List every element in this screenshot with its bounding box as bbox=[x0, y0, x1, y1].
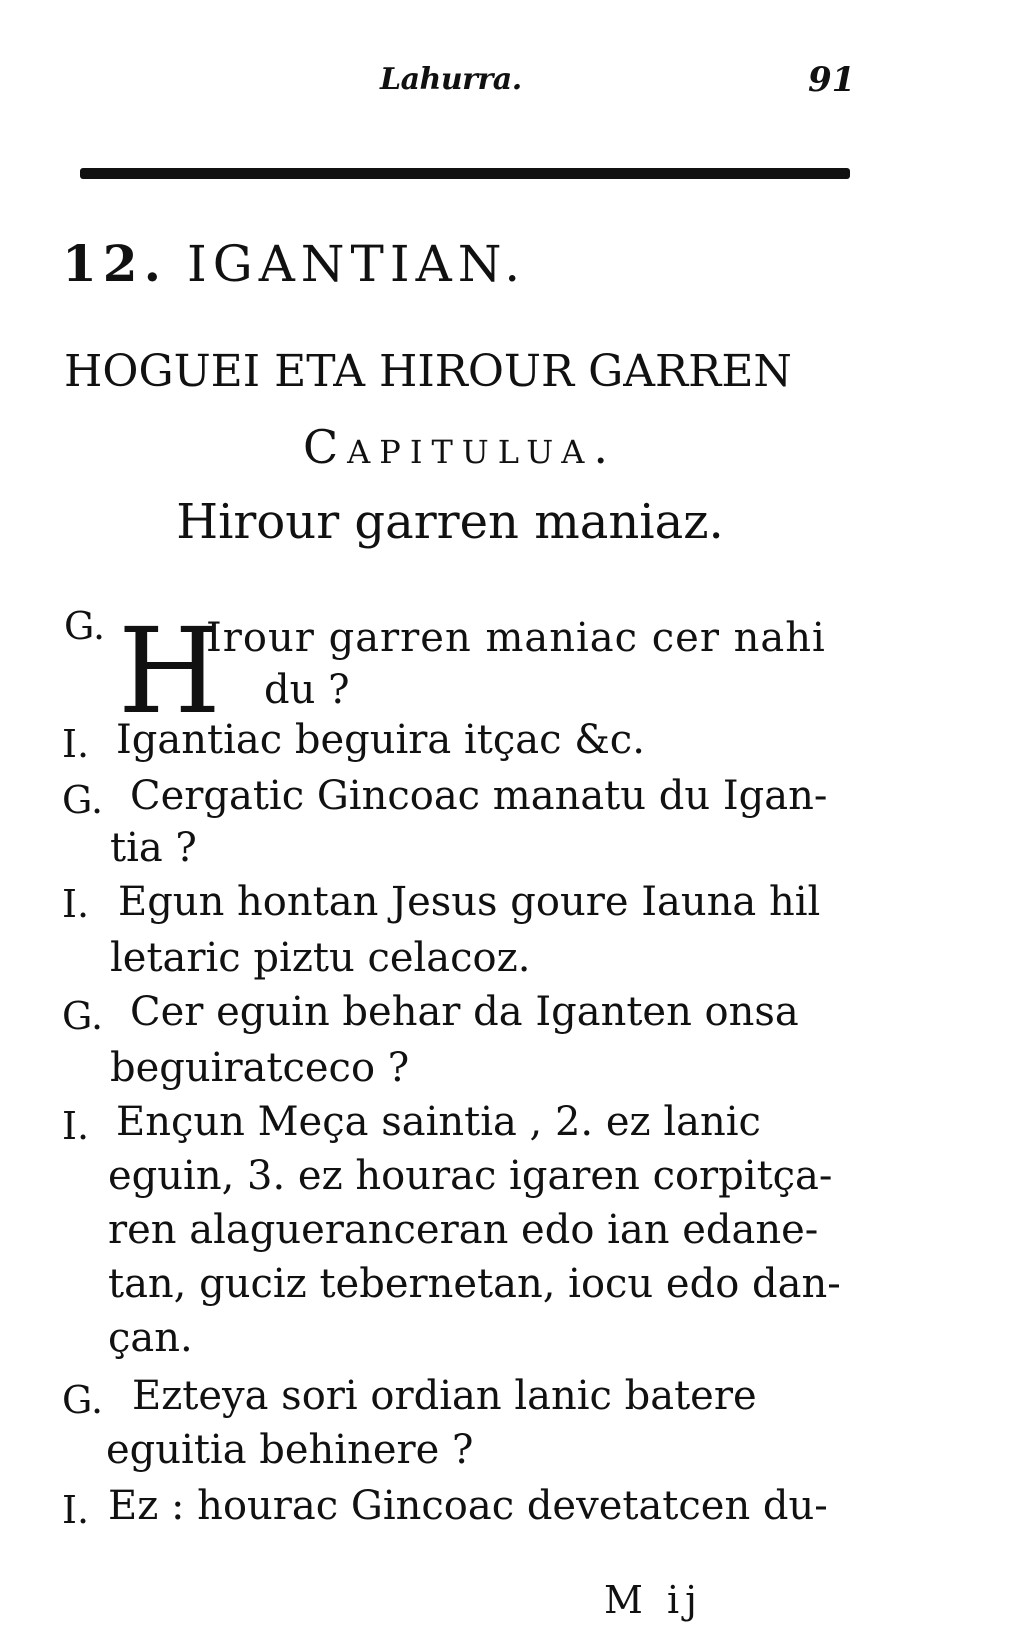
dialogue-line: tia ? bbox=[110, 825, 197, 871]
speaker-marker: G. bbox=[62, 778, 104, 822]
dialogue-line: eguin, 3. ez hourac igaren corpitça- bbox=[108, 1153, 833, 1199]
signature-mark: M ij bbox=[604, 1578, 703, 1622]
dialogue-line: Igantiac beguira itçac &c. bbox=[116, 717, 645, 763]
dialogue-line: letaric piztu celacoz. bbox=[110, 935, 531, 981]
dialogue-line: beguiratceco ? bbox=[110, 1045, 410, 1091]
chapter-title: IGANTIAN. bbox=[187, 235, 527, 293]
speaker-marker: G. bbox=[62, 994, 104, 1038]
chapter-number: 12. bbox=[62, 234, 167, 293]
running-head: Lahurra. bbox=[380, 62, 522, 97]
dialogue-line: Egun hontan Jesus goure Iauna hil bbox=[118, 879, 821, 925]
speaker-marker: G. bbox=[62, 1378, 104, 1422]
dialogue-line: Cergatic Gincoac manatu du Igan- bbox=[130, 773, 828, 819]
chapter-heading bbox=[62, 234, 526, 293]
dialogue-line: çan. bbox=[108, 1315, 193, 1361]
subtitle: Hirour garren maniaz. bbox=[176, 494, 724, 550]
dialogue-line: Cer eguin behar da Iganten onsa bbox=[130, 989, 799, 1035]
header-rule bbox=[80, 168, 850, 179]
dialogue-line: ren alagueranceran edo ian edane- bbox=[108, 1207, 819, 1253]
dialogue-line: Ezteya sori ordian lanic batere bbox=[132, 1373, 757, 1419]
speaker-marker: I. bbox=[62, 722, 90, 766]
dialogue-line: du ? bbox=[264, 667, 350, 713]
drop-cap-letter: H bbox=[118, 602, 221, 740]
dialogue-line: eguitia behinere ? bbox=[106, 1427, 474, 1473]
section-label: Capitulua. bbox=[302, 420, 617, 474]
speaker-marker: I. bbox=[62, 1488, 90, 1532]
dialogue-line: Ençun Meça saintia , 2. ez lanic bbox=[116, 1099, 761, 1145]
speaker-marker: I. bbox=[62, 1104, 90, 1148]
speaker-marker: I. bbox=[62, 882, 90, 926]
dialogue-line: Irour garren maniac cer nahi bbox=[206, 615, 826, 661]
dialogue-line: Ez : hourac Gincoac devetatcen du- bbox=[108, 1483, 828, 1529]
commandment-title: HOGUEI ETA HIROUR GARREN bbox=[64, 346, 792, 397]
page-number: 91 bbox=[808, 60, 856, 100]
speaker-marker: G. bbox=[64, 604, 106, 648]
dialogue-line: tan, guciz tebernetan, iocu edo dan- bbox=[108, 1261, 841, 1307]
